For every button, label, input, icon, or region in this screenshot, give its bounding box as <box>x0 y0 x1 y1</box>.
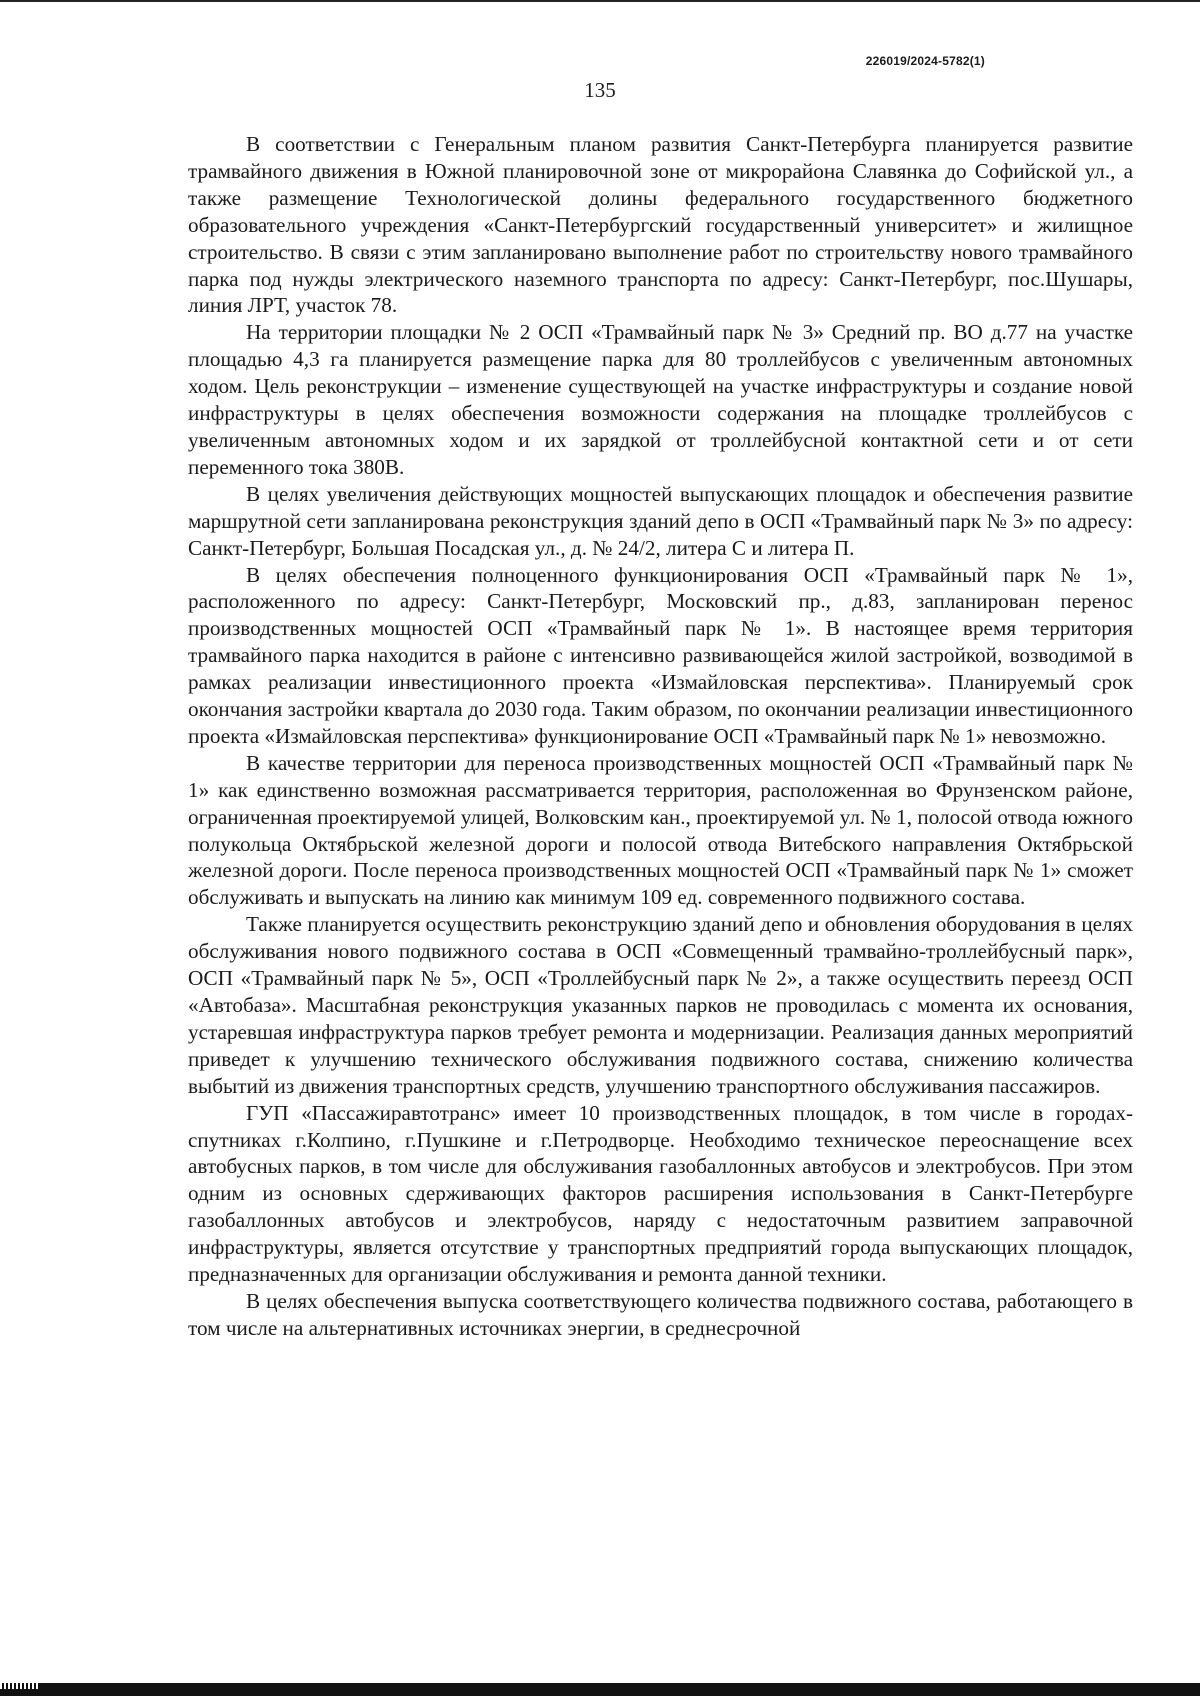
scan-edge-top <box>0 0 1200 2</box>
paragraph: В соответствии с Генеральным планом развития Санкт-Петербурга планируется развитие трамвайного движения в Южной планировочной зоне от микрорайона Славянка до Софийской ул., а также размещение Технологической долины федерального государственного бюджетного образовательного учреждения «Санкт-Петербургский государственный университет» и жилищное строительство. В связи с этим запланировано выполнение работ по строительству нового трамвайного парка под нужды электрического наземного транспорта по адресу: Санкт-Петербург, пос.Шушары, линия ЛРТ, участок 78. <box>188 132 1133 318</box>
page-number: 135 <box>584 78 616 102</box>
paragraph: ГУП «Пассажиравтотранс» имеет 10 производственных площадок, в том числе в городах-спутниках г.Колпино, г.Пушкине и г.Петродворце. Необходимо техническое переоснащение всех автобусных парков, в том числе для обслуживания газобаллонных автобусов и электробусов. При этом одним из основных сдерживающих факторов расширения использования в Санкт-Петербурге газобаллонных автобусов и электробусов, наряду с недостаточным развитием заправочной инфраструктуры, является отсутствие у транспортных предприятий города выпускающих площадок, предназначенных для организации обслуживания и ремонта данной техники. <box>188 1100 1133 1287</box>
paragraph: Также планируется осуществить реконструкцию зданий депо и обновления оборудования в целях обслуживания нового подвижного состава в ОСП «Совмещенный трамвайно-троллейбусный парк», ОСП «Трамвайный парк № 5», ОСП «Троллейбусный парк № 2», а также осуществить переезд ОСП «Автобаза». Масштабная реконструкция указанных парков не проводилась с момента их основания, устаревшая инфраструктура парков требует ремонта и модернизации. Реализация данных мероприятий приведет к улучшению технического обслуживания подвижного состава, снижению количества выбытий из движения транспортных средств, улучшению транспортного обслуживания пассажиров. <box>188 912 1133 1098</box>
document-body <box>188 131 1133 1342</box>
paragraph: На территории площадки № 2 ОСП «Трамвайный парк № 3» Средний пр. ВО д.77 на участке площадью 4,3 га планируется размещение парка для 80 троллейбусов с увеличенным автономных ходом. Цель реконструкции – изменение существующей на участке инфраструктуры и создание новой инфраструктуры в целях обеспечения возможности содержания на площадке троллейбусов с увеличенным автономных ходом и их зарядкой от троллейбусной контактной сети и от сети переменного тока 380В. <box>188 320 1133 479</box>
paragraph: В целях обеспечения полноценного функционирования ОСП «Трамвайный парк № 1», расположенного по адресу: Санкт-Петербург, Московский пр., д.83, запланирован перенос производственных мощностей ОСП «Трамвайный парк № 1». В настоящее время территория трамвайного парка находится в районе с интенсивно развивающейся жилой застройкой, возводимой в рамках реализации инвестиционного проекта «Измайловская перспектива». Планируемый срок окончания застройки квартала до 2030 года. Таким образом, по окончании реализации инвестиционного проекта «Измайловская перспектива» функционирование ОСП «Трамвайный парк № 1» невозможно. <box>188 562 1133 748</box>
paragraph: В целях увеличения действующих мощностей выпускающих площадок и обеспечения развитие маршрутной сети запланирована реконструкция зданий депо в ОСП «Трамвайный парк № 3» по адресу: Санкт-Петербург, Большая Посадская ул., д. № 24/2, литера С и литера П. <box>188 481 1133 560</box>
paragraph: В целях обеспечения выпуска соответствующего количества подвижного состава, работающего в том числе на альтернативных источниках энергии, в среднесрочной <box>188 1288 1133 1340</box>
scan-edge-bottom <box>0 1683 1200 1696</box>
document-registration-number: 226019/2024-5782(1) <box>865 54 985 68</box>
paragraph: В качестве территории для переноса производственных мощностей ОСП «Трамвайный парк № 1» как единственно возможная рассматривается территория, расположенная во Фрунзенском районе, ограниченная проектируемой улицей, Волковским кан., проектируемой ул. № 1, полосой отвода южного полукольца Октябрьской железной дороги и полосой отвода Витебского направления Октябрьской железной дороги. После переноса производственных мощностей ОСП «Трамвайный парк № 1» сможет обслуживать и выпускать на линию как минимум 109 ед. современного подвижного состава. <box>188 750 1133 910</box>
scan-edge-artifact <box>0 1683 40 1689</box>
